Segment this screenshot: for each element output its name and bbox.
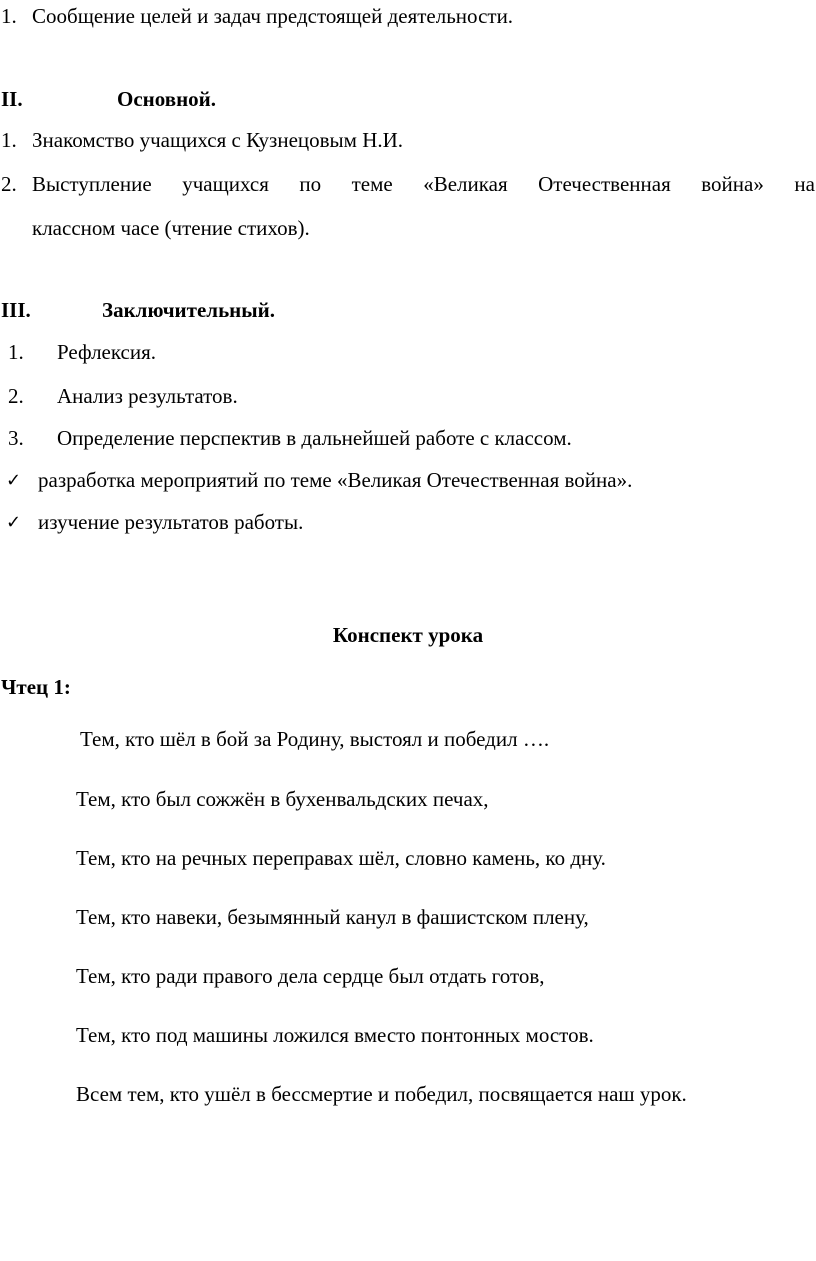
section-title: Основной. <box>117 87 217 111</box>
list-number: 1. <box>1 4 17 28</box>
list-item-text: Сообщение целей и задач предстоящей деятельности. <box>32 4 514 28</box>
list-item-text: Рефлексия. <box>57 340 157 364</box>
poem-line: Тем, кто шёл в бой за Родину, выстоял и победил …. <box>80 727 550 751</box>
reader-label: Чтец 1: <box>1 675 71 699</box>
word: на <box>794 172 815 196</box>
lesson-title: Конспект урока <box>332 623 484 647</box>
poem-line: Тем, кто ради правого дела сердце был отдать готов, <box>76 964 545 988</box>
word: Выступление <box>32 172 152 196</box>
word: Отечественная <box>538 172 671 196</box>
poem-line: Тем, кто на речных переправах шёл, словно камень, ко дну. <box>76 846 606 870</box>
word: война» <box>701 172 764 196</box>
list-item-text <box>32 174 815 195</box>
word: по <box>299 172 322 196</box>
list-number: 2. <box>1 172 17 196</box>
list-item-text: Знакомство учащихся с Кузнецовым Н.И. <box>32 128 404 152</box>
poem-line: Всем тем, кто ушёл в бессмертие и победил, посвящается наш урок. <box>76 1082 687 1106</box>
word: учащихся <box>182 172 269 196</box>
section-numeral: III. <box>1 298 31 322</box>
list-number: 1. <box>8 340 24 364</box>
bullet-text: разработка мероприятий по теме «Великая Отечественная война». <box>38 468 633 492</box>
list-item-continuation: классном часе (чтение стихов). <box>32 216 310 240</box>
list-number: 3. <box>8 426 24 450</box>
section-title: Заключительный. <box>102 298 276 322</box>
list-number: 2. <box>8 384 24 408</box>
section-numeral: II. <box>1 87 23 111</box>
list-item-text: Анализ результатов. <box>57 384 238 408</box>
checkmark-icon: ✓ <box>6 470 22 491</box>
bullet-text: изучение результатов работы. <box>38 510 304 534</box>
list-item-text: Определение перспектив в дальнейшей работе с классом. <box>57 426 572 450</box>
word: «Великая <box>423 172 508 196</box>
list-number: 1. <box>1 128 17 152</box>
poem-line: Тем, кто был сожжён в бухенвальдских печах, <box>76 787 489 811</box>
checkmark-icon: ✓ <box>6 512 22 533</box>
word: теме <box>351 172 393 196</box>
poem-line: Тем, кто навеки, безымянный канул в фашистском плену, <box>76 905 589 929</box>
poem-line: Тем, кто под машины ложился вместо понтонных мостов. <box>76 1023 594 1047</box>
